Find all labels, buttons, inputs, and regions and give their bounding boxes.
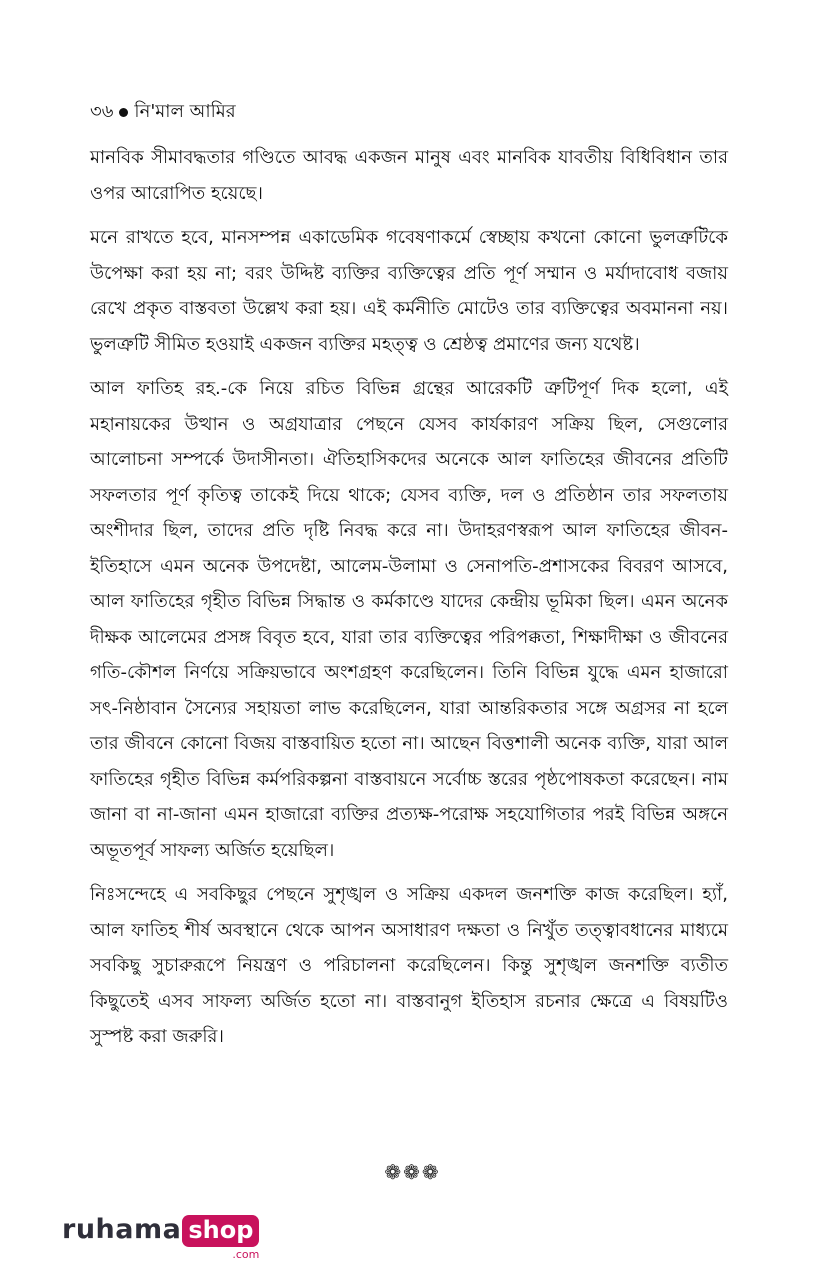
page-number: ৩৬ — [90, 101, 114, 122]
section-end-ornament-icon: ❁❁❁ — [384, 1160, 441, 1184]
watermark-domain: .com — [232, 1248, 260, 1261]
page-body — [90, 140, 728, 1064]
book-title: নি'মাল আমির — [134, 101, 236, 122]
paragraph-3: আল ফাতিহ রহ.-কে নিয়ে রচিত বিভিন্ন গ্রন্থের আরেকটি ত্রুটিপূর্ণ দিক হলো, এই মহানায়কের উত্থান ও অগ্রযাত্রার পেছনে যেসব কার্যকারণ সক্রিয় ছিল, সেগুলোর আলোচনা সম্পর্কে উদাসীনতা। ঐতিহাসিকদের অনেকে আল ফাতিহের জীবনের প্রতিটি সফলতার পূর্ণ কৃতিত্ব তাকেই দিয়ে থাকে; যেসব ব্যক্তি, দল ও প্রতিষ্ঠান তার সফলতায় অংশীদার ছিল, তাদের প্রতি দৃষ্টি নিবদ্ধ করে না। উদাহরণস্বরূপ আল ফাতিহের জীবন-ইতিহাসে এমন অনেক উপদেষ্টা, আলেম-উলামা ও সেনাপতি-প্রশাসকের বিবরণ আসবে, আল ফাতিহের গৃহীত বিভিন্ন সিদ্ধান্ত ও কর্মকাণ্ডে যাদের কেন্দ্রীয় ভূমিকা ছিল। এমন অনেক দীক্ষক আলেমের প্রসঙ্গ বিবৃত হবে, যারা তার ব্যক্তিত্বের পরিপক্কতা, শিক্ষাদীক্ষা ও জীবনের গতি-কৌশল নির্ণয়ে সক্রিয়ভাবে অংশগ্রহণ করেছিলেন। তিনি বিভিন্ন যুদ্ধে এমন হাজারো সৎ-নিষ্ঠাবান সৈন্যের সহায়তা লাভ করেছিলেন, যারা আন্তরিকতার সঙ্গে অগ্রসর না হলে তার জীবনে কোনো বিজয় বাস্তবায়িত হতো না। আছেন বিত্তশালী অনেক ব্যক্তি, যারা আল ফাতিহের গৃহীত বিভিন্ন কর্মপরিকল্পনা বাস্তবায়নে সর্বোচ্চ স্তরের পৃষ্ঠপোষকতা করেছেন। নাম জানা বা না-জানা এমন হাজারো ব্যক্তির প্রত্যক্ষ-পরোক্ষ সহযোগিতার পরই বিভিন্ন অঙ্গনে অভূতপূর্ব সাফল্য অর্জিত হয়েছিল। — [90, 378, 728, 861]
paragraph-1: মানবিক সীমাবদ্ধতার গণ্ডিতে আবদ্ধ একজন মানুষ এবং মানবিক যাবতীয় বিধিবিধান তার ওপর আরোপিত হয়েছে। — [90, 147, 728, 204]
page-header — [90, 96, 236, 128]
bullet-dot-icon — [119, 108, 128, 117]
paragraph-4: নিঃসন্দেহে এ সবকিছুর পেছনে সুশৃঙ্খল ও সক্রিয় একদল জনশক্তি কাজ করেছিল। হ্যাঁ, আল ফাতিহ শীর্ষ অবস্থানে থেকে আপন অসাধারণ দক্ষতা ও নিখুঁত তত্ত্বাবধানের মাধ্যমে সবকিছু সুচারুরূপে নিয়ন্ত্রণ ও পরিচালনা করেছিলেন। কিন্তু সুশৃঙ্খল জনশক্তি ব্যতীত কিছুতেই এসব সাফল্য অর্জিত হতো না। বাস্তবানুগ ইতিহাস রচনার ক্ষেত্রে এ বিষয়টিও সুস্পষ্ট করা জরুরি। — [90, 884, 728, 1047]
watermark-badge — [182, 1212, 259, 1261]
publisher-watermark-logo — [62, 1212, 259, 1260]
watermark-brand-right: shop — [182, 1215, 259, 1247]
paragraph-2: মনে রাখতে হবে, মানসম্পন্ন একাডেমিক গবেষণাকর্মে স্বেচ্ছায় কখনো কোনো ভুলত্রুটিকে উপেক্ষা করা হয় না; বরং উদ্দিষ্ট ব্যক্তির ব্যক্তিত্বের প্রতি পূর্ণ সম্মান ও মর্যাদাবোধ বজায় রেখে প্রকৃত বাস্তবতা উল্লেখ করা হয়। এই কর্মনীতি মোটেও তার ব্যক্তিত্বের অবমাননা নয়। ভুলত্রুটি সীমিত হওয়াই একজন ব্যক্তির মহত্ত্ব ও শ্রেষ্ঠত্ব প্রমাণের জন্য যথেষ্ট। — [90, 227, 728, 355]
watermark-brand-left: ruhama — [62, 1214, 182, 1245]
